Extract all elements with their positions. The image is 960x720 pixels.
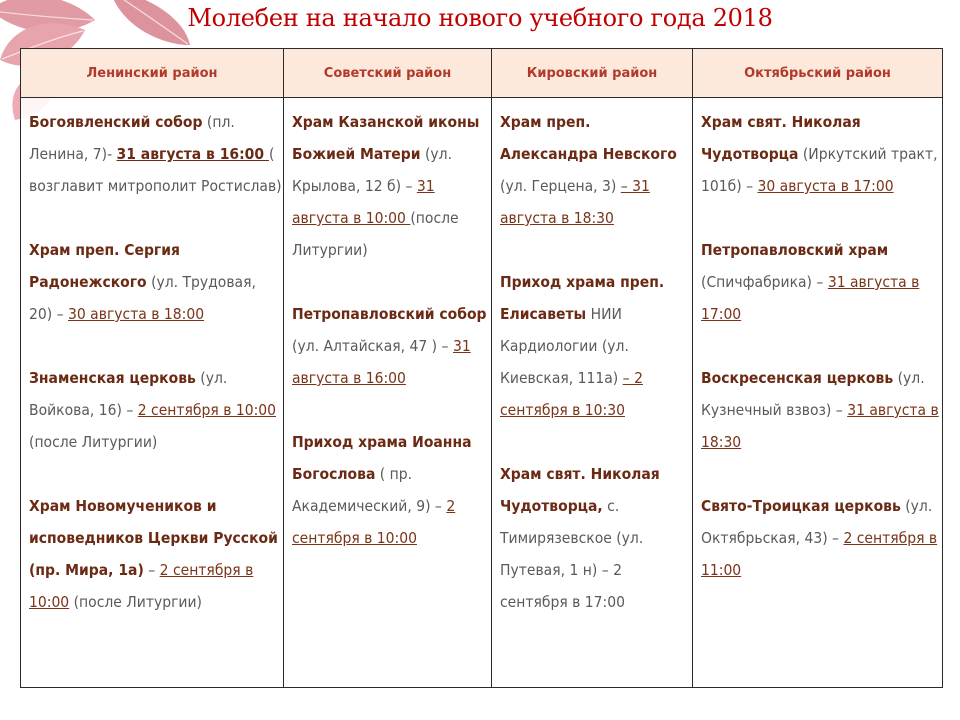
church-name: Приход храма преп. Елисаветы [500,273,665,323]
entry-text: (ул. Крылова, 12 б) – [292,145,452,195]
church-name: Храм свят. Николая Чудотворца [701,113,861,163]
church-name: Богоявленский собор [29,113,203,131]
church-name: Храм Новомучеников и исповедников Церкви Русской (пр. Мира, 1а) [29,497,278,579]
entry-text: (после Литургии) [292,209,459,259]
service-date: 2 сентября в 10:00 [292,497,456,547]
church-entry [292,298,491,394]
church-name: Храм преп. Сергия Радонежского [29,241,180,291]
church-entry [29,106,283,202]
service-date: 31 августа в 18:30 [701,401,939,451]
church-entry [701,106,942,202]
entry-text: (ул. Кузнечный взвоз) – [701,369,925,419]
service-date: 31 августа в 10:00 [292,177,435,227]
service-date: 2 сентября в 10:00 [29,561,254,611]
column-header: Советский район [284,49,492,98]
church-name: Храм преп. Александра Невского [500,113,677,163]
district-cell [693,98,943,688]
church-name: Храм свят. Николая Чудотворца, [500,465,660,515]
entry-text: (после Литургии) [29,433,158,451]
entry-text: (пл. Ленина, 7)- [29,113,235,163]
church-entry [292,106,491,266]
service-date: 30 августа в 18:00 [68,305,205,323]
entry-text: с. Тимирязевское (ул. Путевая, 1 н) – 2 сентября в 17:00 [500,497,644,611]
church-entry [29,490,283,618]
church-entry [701,234,942,330]
entry-text: – [143,561,160,579]
entry-text: ( пр. Академический, 9) – [292,465,447,515]
entry-text: (ул. Трудовая, 20) – [29,273,256,323]
district-cell [492,98,693,688]
table-header-row [21,49,943,98]
church-name: Воскресенская церковь [701,369,894,387]
church-entry [701,490,942,586]
church-entry [500,106,692,234]
church-name: Петропавловский собор [292,305,487,323]
service-date: – 31 августа в 18:30 [500,177,650,227]
district-schedule-table [20,48,943,688]
district-cell [284,98,492,688]
entry-text: НИИ Кардиологии (ул. Киевская, 111а) [500,305,629,387]
entry-text: (ул. Войкова, 16) – [29,369,228,419]
church-entry [500,266,692,426]
service-date: 30 августа в 17:00 [757,177,894,195]
entry-text: ( возглавит митрополит Ростислав) [29,145,282,195]
church-name: Приход храма Иоанна Богослова [292,433,472,483]
service-date: 2 сентября в 10:00 [137,401,277,419]
church-entry [29,234,283,330]
column-header: Октябрьский район [693,49,943,98]
church-name: Петропавловский храм [701,241,889,259]
table-row [21,98,943,688]
entry-text: (ул. Алтайская, 47 ) – [292,337,453,355]
entry-text: (после Литургии) [69,593,202,611]
entry-text: (Спичфабрика) – [701,273,828,291]
service-date: 31 августа в 17:00 [701,273,920,323]
entry-text: (ул. Октябрьская, 43) – [701,497,933,547]
column-header: Кировский район [492,49,693,98]
church-name: Знаменская церковь [29,369,196,387]
church-name: Свято-Троицкая церковь [701,497,901,515]
entry-text: (ул. Герцена, 3) [500,177,621,195]
service-date: 31 августа в 16:00 [292,337,471,387]
district-cell [21,98,284,688]
church-entry [29,362,283,458]
church-entry [500,458,692,618]
church-entry [292,426,491,554]
service-date: 2 сентября в 11:00 [701,529,938,579]
church-name: Храм Казанской иконы Божией Матери [292,113,480,163]
column-header: Ленинский район [21,49,284,98]
service-date: – 2 сентября в 10:30 [500,369,643,419]
entry-text: (Иркутский тракт, 101б) – [701,145,938,195]
church-entry [701,362,942,458]
service-date: 31 августа в 16:00 [116,145,269,163]
page-title: Молебен на начало нового учебного года 2018 [187,4,773,32]
